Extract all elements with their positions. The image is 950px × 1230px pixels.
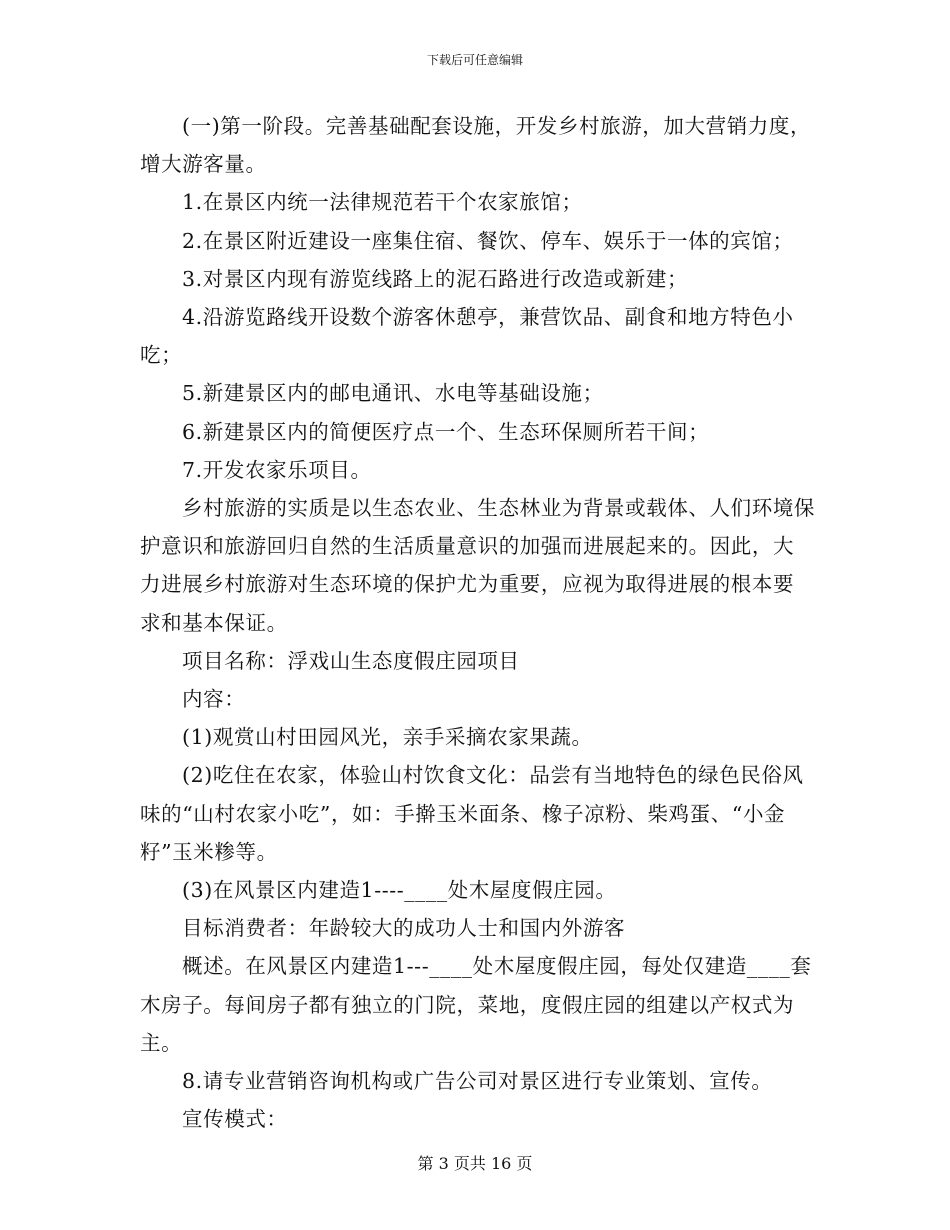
page-footer: 第 3 页共 16 页 [417, 1154, 533, 1173]
list-item-2: 2.在景区附近建设一座集住宿、餐饮、停车、娱乐于一体的宾馆； [182, 228, 794, 253]
content-label: 内容： [182, 687, 246, 712]
paragraph-stage-one: (一)第一阶段。完善基础配套设施，开发乡村旅游，加大营销力度，增大游客量。 [140, 114, 812, 177]
list-item-3: 3.对景区内现有游览线路上的泥石路进行改造或新建； [182, 266, 689, 291]
content-item-3: (3)在风景区内建造1----____处木屋度假庄园。 [182, 878, 617, 903]
list-item-6: 6.新建景区内的简便医疗点一个、生态环保厕所若干间； [182, 419, 710, 444]
list-item-1: 1.在景区内统一法律规范若干个农家旅馆； [182, 190, 583, 215]
document-body [140, 107, 815, 1138]
list-item-4: 4.沿游览路线开设数个游客休憩亭，兼营饮品、副食和地方特色小吃； [140, 305, 794, 368]
content-item-1: (1)观赏山村田园风光，亲手采摘农家果蔬。 [182, 725, 593, 750]
list-item-5: 5.新建景区内的邮电通讯、水电等基础设施； [182, 381, 604, 406]
list-item-7: 7.开发农家乐项目。 [182, 457, 372, 482]
paragraph-rural-tourism: 乡村旅游的实质是以生态农业、生态林业为背景或载体、人们环境保护意识和旅游回归自然的生活质量意识的加强而进展起来的。因此，大力进展乡村旅游对生态环境的保护尤为重要，应视为取得进展的根本要求和基本保证。 [140, 496, 816, 635]
overview-paragraph: 概述。在风景区内建造1---____处木屋度假庄园，每处仅建造____套木房子。每间房子都有独立的门院，菜地，度假庄园的组建以产权式为主。 [140, 954, 812, 1055]
page-header: 下载后可任意编辑 [426, 53, 523, 67]
project-name: 项目名称：浮戏山生态度假庄园项目 [182, 648, 520, 673]
target-consumers: 目标消费者：年龄较大的成功人士和国内外游客 [182, 916, 626, 941]
list-item-8: 8.请专业营销咨询机构或广告公司对景区进行专业策划、宣传。 [182, 1069, 773, 1094]
promotion-mode-label: 宣传模式： [182, 1107, 288, 1132]
content-item-2: (2)吃住在农家，体验山村饮食文化：品尝有当地特色的绿色民俗风味的“山村农家小吃”，如：手擀玉米面条、橡子凉粉、柴鸡蛋、“小金籽”玉米糁等。 [140, 763, 804, 864]
